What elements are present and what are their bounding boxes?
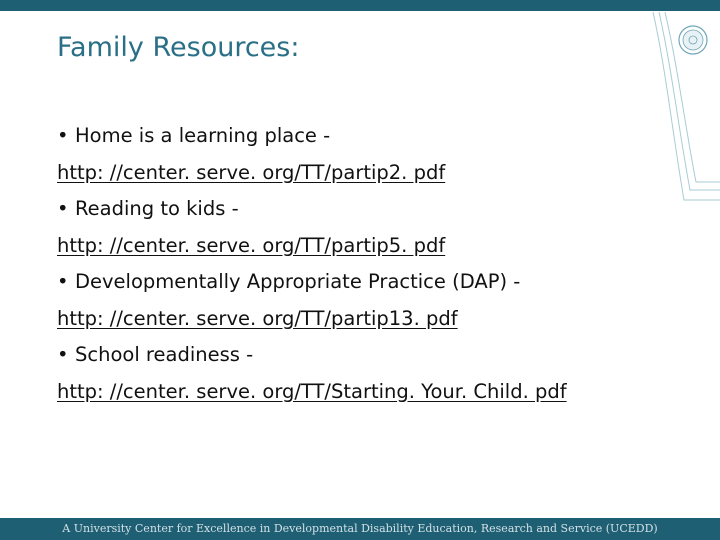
list-item bbox=[57, 264, 657, 301]
item-text: Developmentally Appropriate Practice (DAP) - bbox=[75, 270, 521, 293]
bullet-icon: • bbox=[57, 197, 69, 220]
bullet-icon: • bbox=[57, 124, 69, 147]
link-text[interactable]: http: //center. serve. org/TT/partip13. pdf bbox=[57, 306, 458, 330]
resource-link[interactable] bbox=[57, 374, 657, 411]
resource-link[interactable] bbox=[57, 155, 657, 192]
slide-title: Family Resources: bbox=[57, 32, 300, 63]
university-seal-icon bbox=[679, 26, 707, 54]
item-text: School readiness - bbox=[75, 343, 254, 366]
link-text[interactable]: http: //center. serve. org/TT/Starting. Your. Child. pdf bbox=[57, 379, 567, 403]
link-text[interactable]: http: //center. serve. org/TT/partip5. pdf bbox=[57, 233, 446, 257]
resource-link[interactable] bbox=[57, 301, 657, 338]
list-item bbox=[57, 118, 657, 155]
bullet-icon: • bbox=[57, 270, 69, 293]
list-item bbox=[57, 337, 657, 374]
resource-list bbox=[57, 118, 657, 410]
link-text[interactable]: http: //center. serve. org/TT/partip2. pdf bbox=[57, 160, 446, 184]
item-text: Reading to kids - bbox=[75, 197, 239, 220]
footer-text: A University Center for Excellence in Developmental Disability Education, Research and Service (UCEDD) bbox=[62, 522, 658, 535]
bullet-icon: • bbox=[57, 343, 69, 366]
list-item bbox=[57, 191, 657, 228]
item-text: Home is a learning place - bbox=[75, 124, 331, 147]
header-bar bbox=[0, 0, 720, 11]
footer-bar bbox=[0, 518, 720, 540]
resource-link[interactable] bbox=[57, 228, 657, 265]
